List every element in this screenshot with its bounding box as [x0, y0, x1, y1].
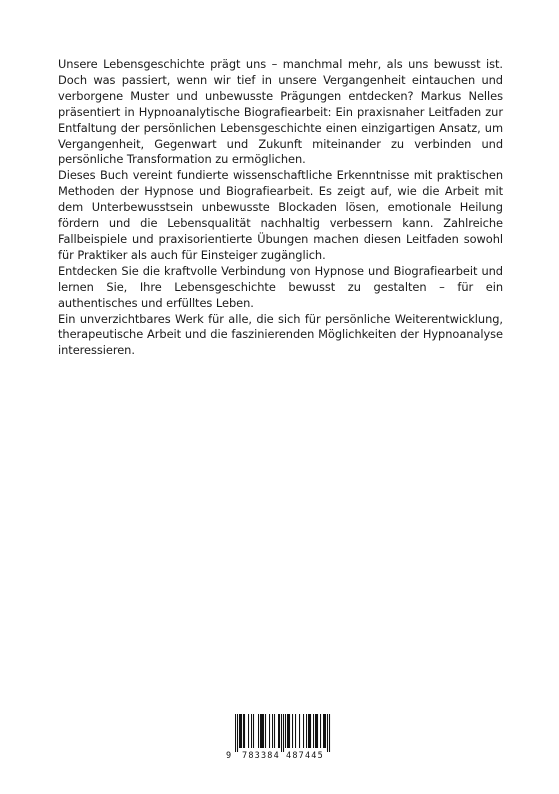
barcode-bar [309, 714, 310, 748]
blurb-text [58, 57, 503, 359]
isbn-barcode [226, 712, 332, 762]
blurb-paragraph-2: Dieses Buch vereint fundierte wissenschaftliche Erkenntnisse mit praktischen Methoden der Hypnose und Biografiearbeit. Es zeigt auf, wie die Arbeit mit dem Unterbewusstsein unbewusste Blockaden lösen, emotionale Heilung fördern und die Lebensqualität nachhaltig verbessern kann. Zahlreiche Fallbeispiele und praxisorientierte Übungen machen diesen Leitfaden sowohl für Praktiker als auch für Einsteiger zugänglich. [58, 168, 503, 262]
barcode-bar [251, 714, 252, 748]
barcode-bar [310, 714, 311, 748]
barcode-bar [287, 714, 288, 748]
barcode-bar [329, 714, 330, 752]
barcode-digits [226, 750, 332, 762]
barcode-left-group: 783384 [242, 751, 280, 761]
barcode-bar [292, 714, 293, 748]
blurb-paragraph-4: Ein unverzichtbares Werk für alle, die sich für persönliche Weiterentwicklung, therapeutische Arbeit und die faszinierenden Möglichkeiten der Hypnoanalyse interessieren. [58, 311, 503, 358]
barcode-bar [274, 714, 275, 748]
barcode-bar [244, 714, 245, 748]
barcode-bar [299, 714, 300, 748]
barcode-bar [313, 714, 314, 748]
blurb-paragraph-3: Entdecken Sie die kraftvolle Verbindung von Hypnose und Biografiearbeit und lernen Sie, Ihre Lebensgeschichte bewusst zu gestalten – für ein authentisches und erfülltes Leben. [58, 263, 503, 310]
barcode-bar [241, 714, 242, 748]
barcode-bar [288, 714, 289, 748]
barcode-bar [316, 714, 317, 748]
barcode-bar [258, 714, 259, 748]
barcode-bar [315, 714, 316, 748]
barcode-bar [265, 714, 266, 748]
barcode-bar [323, 714, 324, 748]
barcode-bar [248, 714, 249, 748]
barcode-bar [281, 714, 282, 752]
barcode-bar [289, 714, 290, 748]
barcode-bar [243, 714, 244, 748]
barcode-bars [226, 712, 332, 752]
barcode-bar [325, 714, 326, 748]
barcode-right-group: 487445 [286, 751, 324, 761]
barcode-bar [269, 714, 270, 748]
barcode-bar [262, 714, 263, 748]
barcode-bar [306, 714, 307, 748]
barcode-bar [308, 714, 309, 748]
barcode-bar [317, 714, 318, 748]
barcode-bar [239, 714, 240, 748]
barcode-bar [327, 714, 328, 752]
barcode-bar [260, 714, 261, 748]
barcode-bar [320, 714, 321, 748]
barcode-bar [253, 714, 254, 748]
barcode-bar [278, 714, 279, 748]
barcode-bar [295, 714, 296, 748]
barcode-bar [240, 714, 241, 748]
barcode-bar [272, 714, 273, 748]
barcode-bar [324, 714, 325, 748]
barcode-bar [285, 714, 286, 748]
blurb-paragraph-1: Unsere Lebensgeschichte prägt uns – manchmal mehr, als uns bewusst ist. Doch was passiert, wenn wir tief in unsere Vergangenheit eintauchen und verborgene Muster und unbewusste Prägungen entdecken? Markus Nelles präsentiert in Hypnoanalytische Biografiearbeit: Ein praxisnaher Leitfaden zur Entfaltung der persönlichen Lebensgeschichte einen einzigartigen Ansatz, um Vergangenheit, Gegenwart und Zukunft miteinander zu verbinden und persönliche Transformation zu ermöglichen. [58, 57, 503, 167]
barcode-lead-digit: 9 [226, 751, 232, 761]
barcode-bar [283, 714, 284, 752]
barcode-bar [263, 714, 264, 748]
barcode-bar [303, 714, 304, 748]
barcode-bar [279, 714, 280, 748]
barcode-bar [235, 714, 236, 752]
barcode-bar [237, 714, 238, 752]
barcode-bar [261, 714, 262, 748]
